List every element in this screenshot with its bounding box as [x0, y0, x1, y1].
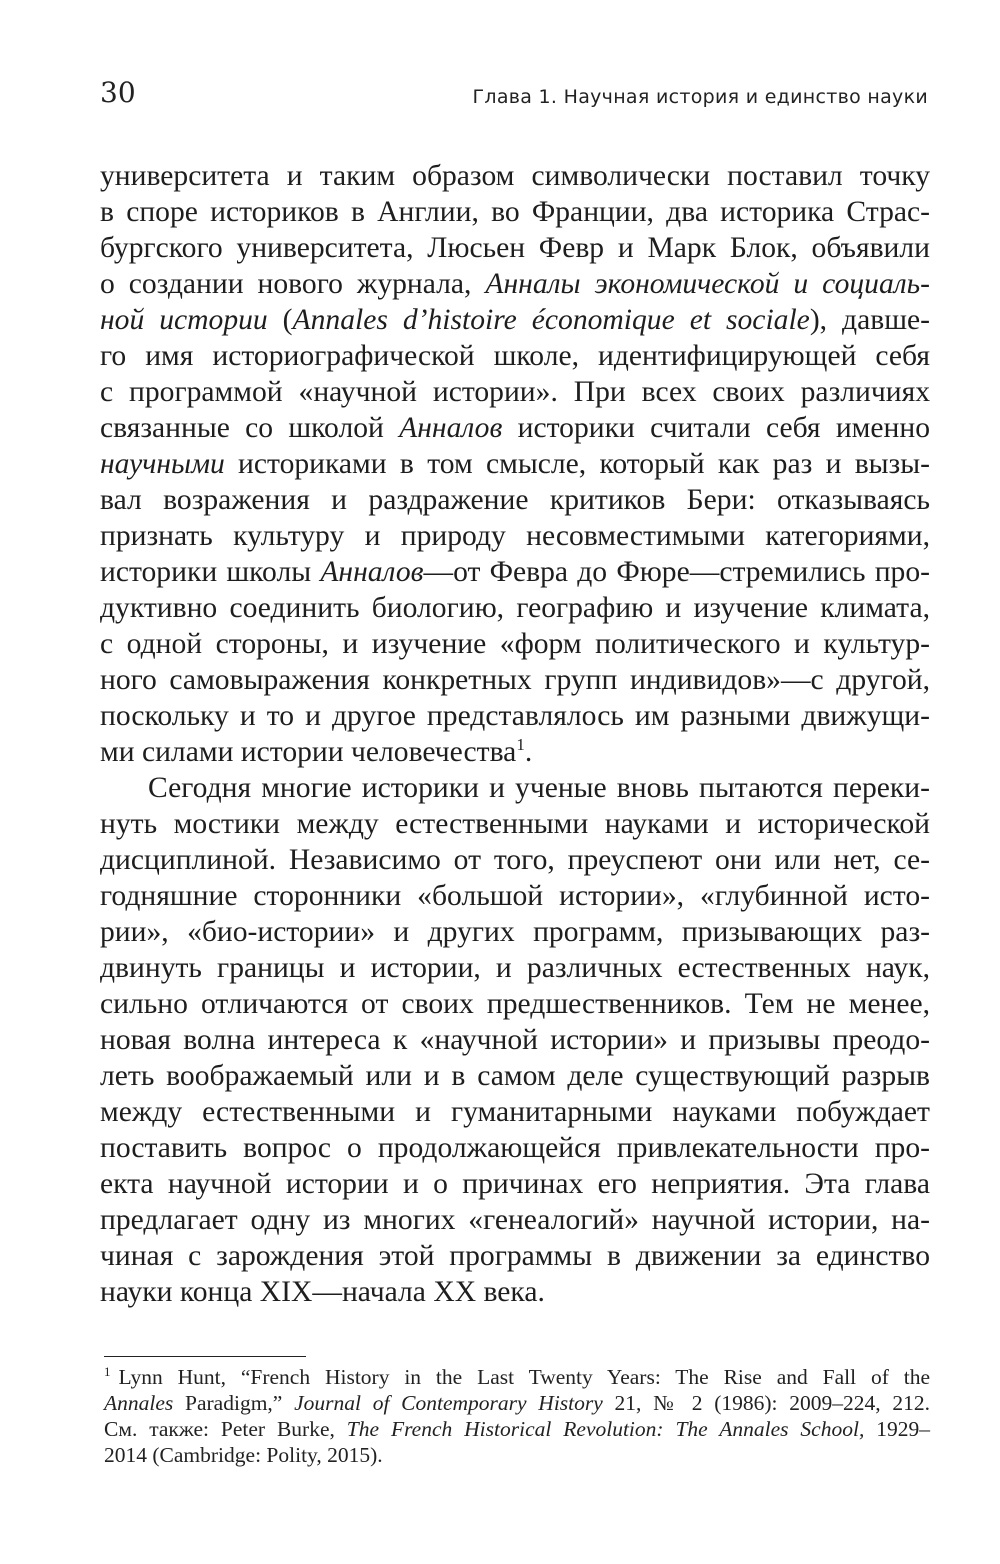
text-line: поскольку и то и другое представлялось им разными движущи-	[100, 700, 930, 732]
footnote-reference[interactable]: 1	[516, 735, 525, 755]
text-line: о создании нового журнала, Анналы экономической и социаль-	[100, 268, 930, 300]
body-text	[100, 158, 930, 1310]
text-line: вал возражения и раздражение критиков Бери: отказываясь	[100, 484, 930, 516]
footnote-line: 2014 (Cambridge: Polity, 2015).	[104, 1443, 383, 1467]
text-line: дисциплиной. Независимо от того, преуспеют они или нет, се-	[100, 844, 930, 876]
text-line: нуть мостики между естественными науками и исторической	[100, 808, 930, 840]
text-line: в споре историков в Англии, во Франции, два историка Страс-	[100, 196, 930, 228]
text-line: дуктивно соединить биологию, географию и изучение климата,	[100, 592, 930, 624]
text-line: связанные со школой Анналов историки считали себя именно	[100, 412, 930, 444]
text-line: поставить вопрос о продолжающейся привлекательности про-	[100, 1132, 930, 1164]
paragraph-1	[100, 158, 930, 770]
footnote-line: Annales Paradigm,” Journal of Contemporary History 21, № 2 (1986): 2009–224, 212.	[104, 1391, 930, 1415]
footnote-line: См. также: Peter Burke, The French Historical Revolution: The Annales School, 1929–	[104, 1417, 930, 1441]
text-line: историки школы Анналов—от Февра до Фюре—стремились про-	[100, 556, 930, 588]
text-line: с одной стороны, и изучение «форм политического и культур-	[100, 628, 930, 660]
text-line: новая волна интереса к «научной истории» и призывы преодо-	[100, 1024, 930, 1056]
footnote	[104, 1364, 930, 1468]
text-line: го имя историографической школе, идентифицирующей себя	[100, 340, 930, 372]
running-header: Глава 1. Научная история и единство науки	[472, 86, 928, 108]
text-line: между естественными и гуманитарными науками побуждает	[100, 1096, 930, 1128]
text-line: университета и таким образом символически поставил точку	[100, 160, 930, 192]
text-line: ного самовыражения конкретных групп индивидов»—с другой,	[100, 664, 930, 696]
text-line: екта научной истории и о причинах его неприятия. Эта глава	[100, 1168, 930, 1200]
footnote-mark: 1	[104, 1363, 111, 1379]
text-line: предлагает одну из многих «генеалогий» научной истории, на-	[100, 1204, 930, 1236]
text-line: с программой «научной истории». При всех своих различиях	[100, 376, 930, 408]
text-line: годняшние сторонники «большой истории», «глубинной исто-	[100, 880, 930, 912]
footnote-line: $^1$ Lynn Hunt, “French History in the Last Twenty Years: The Rise and Fall of the	[104, 1363, 930, 1389]
text-line: науки конца XIX—начала XX века.	[100, 1276, 545, 1308]
text-line: бургского университета, Люсьен Февр и Марк Блок, объявили	[100, 232, 930, 264]
text-line: признать культуру и природу несовместимыми категориями,	[100, 520, 930, 552]
text-line: научными историками в том смысле, который как раз и вызы-	[100, 448, 930, 480]
text-line: рии», «био-истории» и других программ, призывающих раз-	[100, 916, 930, 948]
paragraph-2	[100, 770, 930, 1310]
page-number: 30	[100, 76, 136, 109]
text-line: ми силами истории человечества$^1$.	[100, 735, 533, 768]
footnote-divider	[104, 1356, 306, 1357]
text-line: леть воображаемый или и в самом деле существующий разрыв	[100, 1060, 930, 1092]
text-line: Сегодня многие историки и ученые вновь пытаются переки-	[148, 772, 930, 804]
text-line: двинуть границы и истории, и различных естественных наук,	[100, 952, 930, 984]
text-line: чиная с зарождения этой программы в движении за единство	[100, 1240, 930, 1272]
text-line: сильно отличаются от своих предшественников. Тем не менее,	[100, 988, 930, 1020]
text-line: ной истории (Annales d’histoire économique et sociale), давше-	[100, 304, 930, 336]
